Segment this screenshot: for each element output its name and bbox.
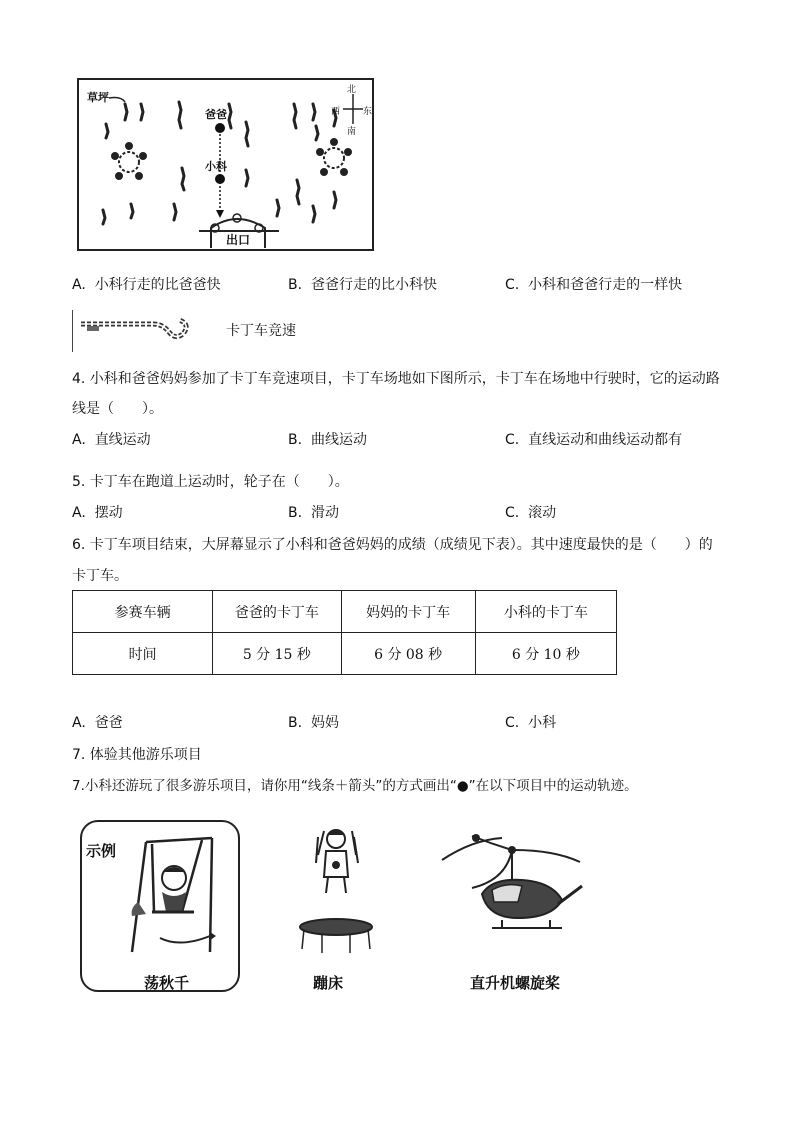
- q4-option-c: C. 直线运动和曲线运动都有: [505, 432, 683, 448]
- swing-drawing: [82, 832, 238, 962]
- kart-track-drawing: [73, 310, 198, 352]
- table-header-cell: 爸爸的卡丁车: [213, 591, 341, 633]
- q6-option-a: A. 爸爸: [72, 715, 123, 731]
- kart-section-title: 卡丁车竞速: [226, 323, 296, 339]
- compass-north: 北: [347, 85, 357, 95]
- table-header-cell: 参赛车辆: [73, 591, 213, 633]
- swing-example-box: [80, 820, 240, 992]
- park-map: [77, 78, 374, 251]
- trampoline-caption: 蹦床: [313, 974, 344, 992]
- q3-option-b: B. 爸爸行走的比小科快: [288, 277, 437, 293]
- table-cell: 6 分 10 秒: [475, 633, 616, 675]
- q7-heading: 7. 体验其他游乐项目: [72, 747, 202, 763]
- table-cell: 时间: [73, 633, 213, 675]
- q6-stem-line2: 卡丁车。: [72, 568, 128, 584]
- table-cell: 5 分 15 秒: [213, 633, 341, 675]
- q4-stem-line2: 线是（ ）。: [72, 401, 163, 417]
- table-header-cell: 妈妈的卡丁车: [341, 591, 475, 633]
- q3-option-a: A. 小科行走的比爸爸快: [72, 277, 221, 293]
- q5-option-c: C. 滚动: [505, 505, 557, 521]
- q5-option-b: B. 滑动: [288, 505, 339, 521]
- swing-caption: 荡秋千: [144, 974, 190, 992]
- compass-west: 西: [331, 107, 341, 117]
- grass-label: 草坪: [87, 91, 109, 104]
- q3-option-c: C. 小科和爸爸行走的一样快: [505, 277, 683, 293]
- q5-stem: 5. 卡丁车在跑道上运动时，轮子在（ ）。: [72, 474, 349, 490]
- kart-track-icon: [72, 310, 198, 352]
- kid-label: 小科: [205, 160, 227, 173]
- score-table: [72, 590, 617, 675]
- table-header-cell: 小科的卡丁车: [475, 591, 616, 633]
- helicopter-caption: 直升机螺旋桨: [470, 974, 561, 992]
- q6-option-c: C. 小科: [505, 715, 557, 731]
- q5-option-a: A. 摆动: [72, 505, 123, 521]
- helicopter-drawing: [432, 830, 592, 950]
- dad-label: 爸爸: [205, 108, 227, 121]
- q6-option-b: B. 妈妈: [288, 715, 339, 731]
- q7-stem: 7.小科还游玩了很多游乐项目，请你用“线条＋箭头”的方式画出“●”在以下项目中的运动轨迹。: [72, 778, 638, 794]
- trampoline-drawing: [296, 825, 376, 955]
- compass-east: 东: [363, 107, 373, 117]
- q4-option-a: A. 直线运动: [72, 432, 151, 448]
- exit-label: 出口: [226, 233, 251, 247]
- table-row: [73, 633, 617, 675]
- table-cell: 6 分 08 秒: [341, 633, 475, 675]
- q4-stem-line1: 4. 小科和爸爸妈妈参加了卡丁车竞速项目，卡丁车场地如下图所示，卡丁车在场地中行驶时，它的运动路: [72, 371, 720, 387]
- q4-option-b: B. 曲线运动: [288, 432, 367, 448]
- q6-stem-line1: 6. 卡丁车项目结束，大屏幕显示了小科和爸爸妈妈的成绩（成绩见下表）。其中速度最快的是（ ）的: [72, 537, 713, 553]
- compass-south: 南: [347, 127, 357, 137]
- table-header-row: [73, 591, 617, 633]
- example-label: 示例: [86, 842, 117, 860]
